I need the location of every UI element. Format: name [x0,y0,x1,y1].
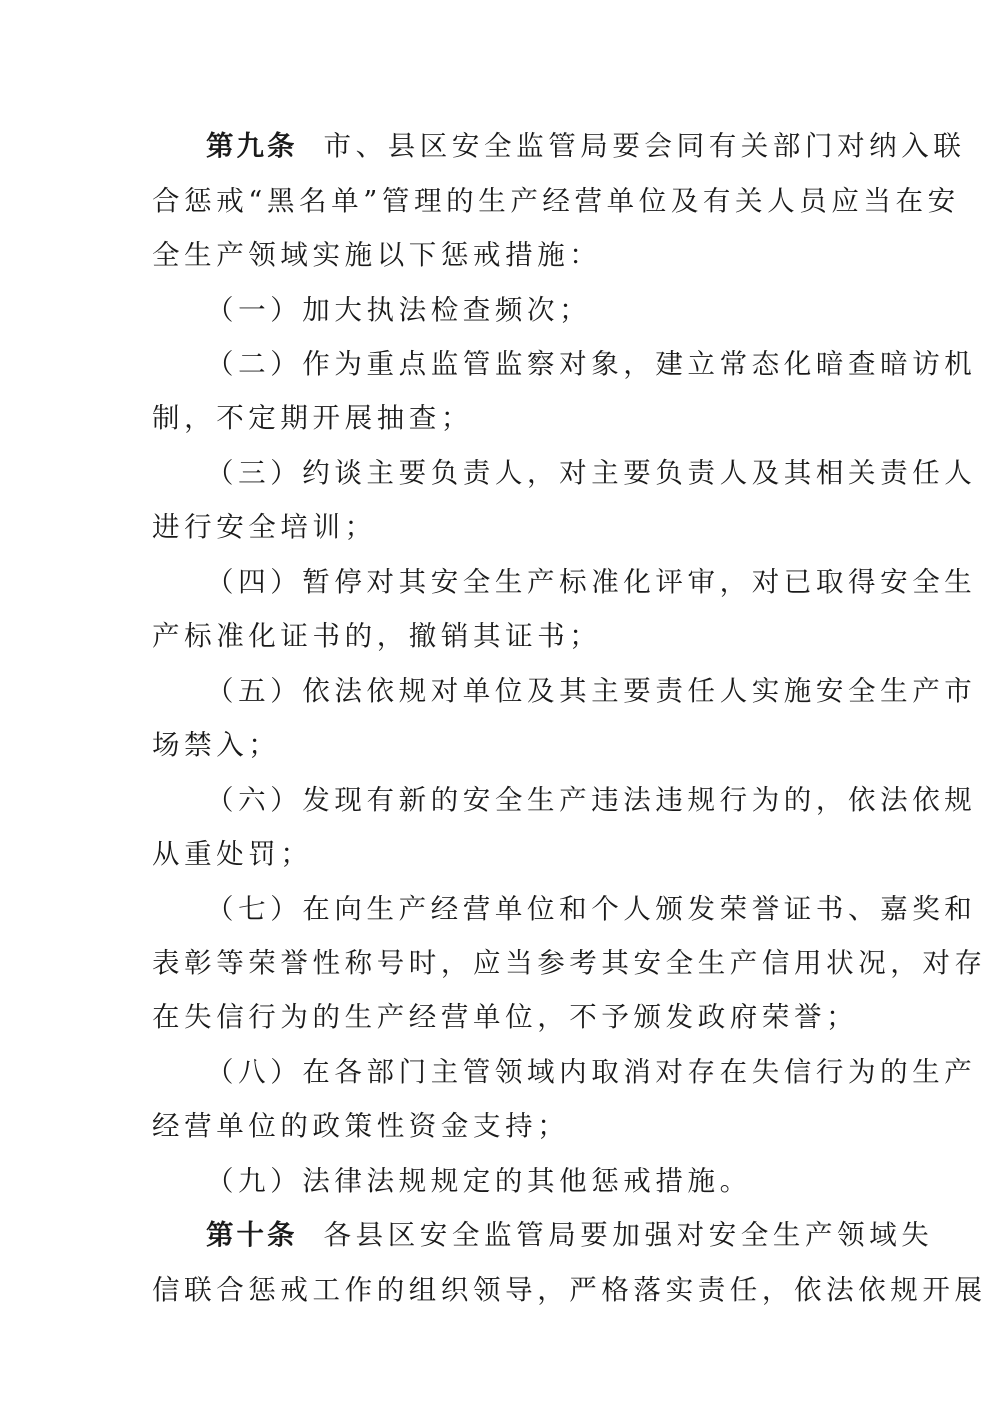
item-7-line-1: （七）在向生产经营单位和个人颁发荣誉证书、嘉奖和 [206,893,977,925]
item-8-line-2: 经营单位的政策性资金支持； [152,1110,570,1142]
item-6-line-1: （六）发现有新的安全生产违法违规行为的，依法依规 [206,784,977,816]
item-3-line-2: 进行安全培训； [152,511,377,543]
item-1-line-1: （一）加大执法检查频次； [206,294,592,326]
item-7-line-2: 表彰等荣誉性称号时，应当参考其安全生产信用状况，对存 [152,947,987,979]
item-4-line-1: （四）暂停对其安全生产标准化评审，对已取得安全生 [206,566,977,598]
article9-label: 第九条 [206,130,298,162]
item-2-line-2: 制，不定期开展抽查； [152,402,473,434]
item-7-line-3: 在失信行为的生产经营单位，不予颁发政府荣誉； [152,1001,859,1033]
item-9-line-1: （九）法律法规规定的其他惩戒措施。 [206,1165,752,1197]
item-5-line-1: （五）依法依规对单位及其主要责任人实施安全生产市 [206,675,977,707]
article9-first-line [206,129,966,163]
article9-intro-line-1: 市、县区安全监管局要会同有关部门对纳入联 [323,130,966,162]
article9-intro-line-3: 全生产领域实施以下惩戒措施： [152,239,602,271]
item-5-line-2: 场禁入； [152,729,281,761]
item-2-line-1: （二）作为重点监管监察对象，建立常态化暗查暗访机 [206,348,977,380]
item-6-line-2: 从重处罚； [152,838,313,870]
article10-text-line-1: 各县区安全监管局要加强对安全生产领域失 [323,1219,934,1251]
article9-intro-line-2: 合惩戒“黑名单”管理的生产经营单位及有关人员应当在安 [152,185,960,217]
article10-text-line-2: 信联合惩戒工作的组织领导，严格落实责任，依法依规开展 [152,1274,987,1306]
item-4-line-2: 产标准化证书的，撤销其证书； [152,620,602,652]
article10-first-line [206,1218,933,1252]
article10-label: 第十条 [206,1219,298,1251]
item-8-line-1: （八）在各部门主管领域内取消对存在失信行为的生产 [206,1056,977,1088]
item-3-line-1: （三）约谈主要负责人，对主要负责人及其相关责任人 [206,457,977,489]
